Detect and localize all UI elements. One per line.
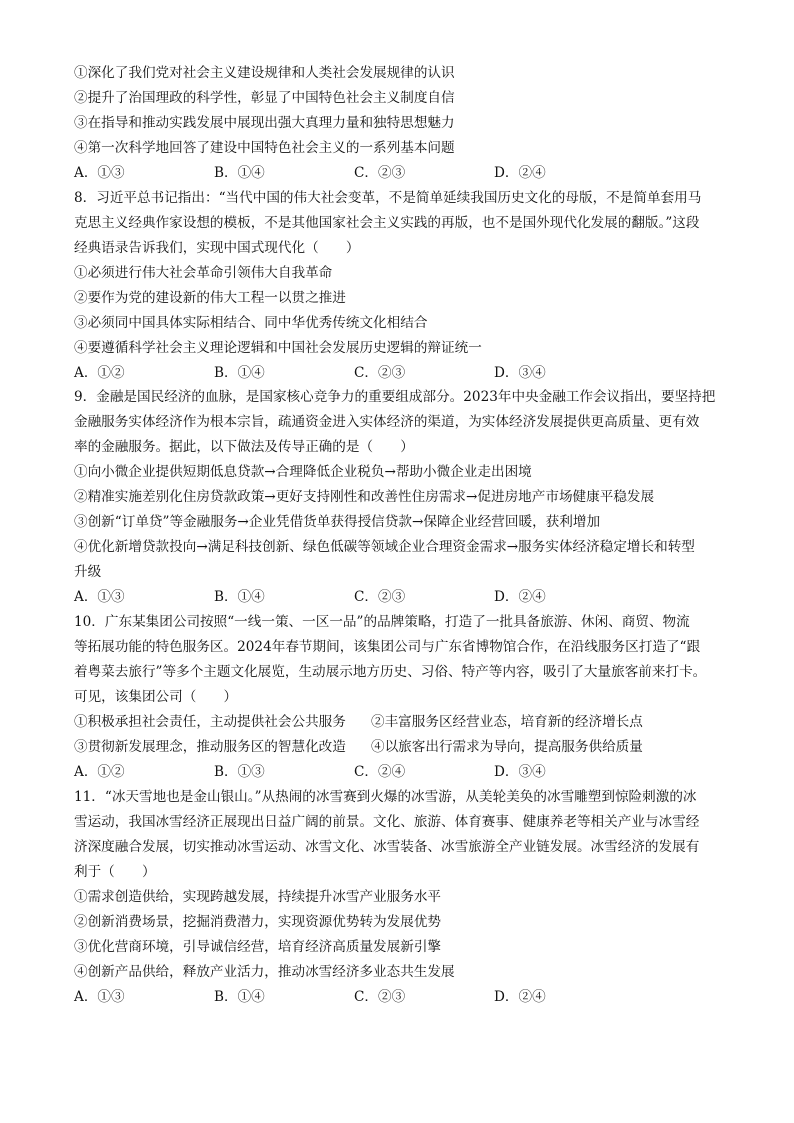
q11-item-1: ①需求创造供给，实现跨越发展，持续提升冰雪产业服务水平: [74, 889, 442, 905]
q11-option-a[interactable]: A．①③: [74, 989, 125, 1005]
q8-option-d[interactable]: D．③④: [494, 365, 546, 381]
q8-item-2: ②要作为党的建设新的伟大工程一以贯之推进: [74, 290, 346, 306]
q7-item-2: ②提升了治国理政的科学性，彰显了中国特色社会主义制度自信: [74, 90, 455, 106]
q11-item-3: ③优化营商环境，引导诚信经营，培育经济高质量发展新引擎: [74, 939, 442, 955]
q7-option-d[interactable]: D．②④: [494, 165, 546, 181]
q8-stem-line-1: 8．习近平总书记指出：“当代中国的伟大社会变革，不是简单延续我国历史文化的母版，不是简单套用马: [74, 190, 702, 206]
q11-stem-line-2: 雪运动，我国冰雪经济正展现出日益广阔的前景。文化、旅游、体育赛事、健康养老等相关产业与冰雪经: [74, 814, 700, 830]
q8-stem-line-3: 经典语录告诉我们，实现中国式现代化（ ）: [74, 240, 360, 256]
q9-options: [74, 586, 734, 608]
q9-item-1: ①向小微企业提供短期低息贷款→合理降低企业税负→帮助小微企业走出困境: [74, 464, 532, 480]
q8-item-3: ③必须同中国具体实际相结合、同中华优秀传统文化相结合: [74, 315, 428, 331]
q8-stem-line-2: 克思主义经典作家设想的模板，不是其他国家社会主义实践的再版，也不是国外现代化发展的翻版。”这段: [74, 215, 700, 231]
q8-option-b[interactable]: B．①④: [214, 365, 265, 381]
q9-item-4-cont: 升级: [74, 564, 102, 580]
q7-options: [74, 162, 734, 184]
q10-option-c[interactable]: C．②④: [354, 764, 406, 780]
q10-stem-line-1: 10．广东某集团公司按照“一线一策、一区一品”的品牌策略，打造了一批具备旅游、休闲、商贸、物流: [74, 614, 690, 630]
q8-option-c[interactable]: C．②③: [354, 365, 406, 381]
q7-item-1: ①深化了我们党对社会主义建设规律和人类社会发展规律的认识: [74, 65, 455, 81]
q10-items-row-1: [74, 711, 734, 733]
q9-item-4: ④优化新增贷款投向→满足科技创新、绿色低碳等领域企业合理资金需求→服务实体经济稳定增长和转型: [74, 539, 695, 555]
q9-stem-line-2: 金融服务实体经济作为根本宗旨，疏通资金进入实体经济的渠道，为实体经济发展提供更高质量、更有效: [74, 414, 700, 430]
q10-item-4: ④以旅客出行需求为导向，提高服务供给质量: [371, 739, 643, 755]
q7-option-b[interactable]: B．①④: [214, 165, 265, 181]
q11-stem-line-1: 11．“冰天雪地也是金山银山。”从热闹的冰雪赛到火爆的冰雪游，从美轮美奂的冰雪雕塑到惊险刺激的冰: [74, 789, 697, 805]
q10-stem-line-3: 着粤菜去旅行”等多个主题文化展览，生动展示地方历史、习俗、特产等内容，吸引了大量旅客前来打卡。: [74, 664, 707, 680]
q7-item-4: ④第一次科学地回答了建设中国特色社会主义的一系列基本问题: [74, 140, 455, 156]
q11-item-4: ④创新产品供给，释放产业活力，推动冰雪经济多业态共生发展: [74, 964, 455, 980]
q9-option-b[interactable]: B．①④: [214, 589, 265, 605]
q10-stem-line-4: 可见，该集团公司（ ）: [74, 689, 238, 705]
q7-item-3: ③在指导和推动实践发展中展现出强大真理力量和独特思想魅力: [74, 115, 455, 131]
q11-item-2: ②创新消费场景，挖掘消费潜力，实现资源优势转为发展优势: [74, 914, 442, 930]
q9-item-2: ②精准实施差别化住房贷款政策→更好支持刚性和改善性住房需求→促进房地产市场健康平稳发展: [74, 489, 655, 505]
q11-option-c[interactable]: C．②③: [354, 989, 406, 1005]
q10-options: [74, 761, 734, 783]
q8-option-a[interactable]: A．①②: [74, 365, 125, 381]
q10-items-row-2: [74, 736, 734, 758]
q10-option-a[interactable]: A．①②: [74, 764, 125, 780]
q8-item-4: ④要遵循科学社会主义理论逻辑和中国社会发展历史逻辑的辩证统一: [74, 340, 482, 356]
q10-item-1: ①积极承担社会责任，主动提供社会公共服务: [74, 714, 346, 730]
q9-option-a[interactable]: A．①③: [74, 589, 125, 605]
q11-option-d[interactable]: D．②④: [494, 989, 546, 1005]
q10-item-2: ②丰富服务区经营业态，培育新的经济增长点: [371, 714, 643, 730]
q11-stem-line-4: 利于（ ）: [74, 864, 156, 880]
q7-option-a[interactable]: A．①③: [74, 165, 125, 181]
q10-option-d[interactable]: D．③④: [494, 764, 546, 780]
q9-item-3: ③创新“订单贷”等金融服务→企业凭借货单获得授信贷款→保障企业经营回暖，获利增加: [74, 514, 601, 530]
q11-options: [74, 986, 734, 1008]
q10-item-3: ③贯彻新发展理念，推动服务区的智慧化改造: [74, 739, 346, 755]
q9-option-c[interactable]: C．②③: [354, 589, 406, 605]
q8-item-1: ①必须进行伟大社会革命引领伟大自我革命: [74, 265, 333, 281]
q8-options: [74, 362, 734, 384]
q10-option-b[interactable]: B．①③: [214, 764, 265, 780]
q11-stem-line-3: 济深度融合发展，切实推动冰雪运动、冰雪文化、冰雪装备、冰雪旅游全产业链发展。冰雪经济的发展有: [74, 839, 700, 855]
q7-option-c[interactable]: C．②③: [354, 165, 406, 181]
q9-option-d[interactable]: D．②④: [494, 589, 546, 605]
q9-stem-line-3: 率的金融服务。据此，以下做法及传导正确的是（ ）: [74, 439, 414, 455]
q9-stem-line-1: 9．金融是国民经济的血脉，是国家核心竞争力的重要组成部分。2023年中央金融工作会议指出，要坚持把: [74, 389, 716, 405]
q10-stem-line-2: 等拓展功能的特色服务区。2024年春节期间，该集团公司与广东省博物馆合作，在沿线服务区打造了“跟: [74, 639, 701, 655]
q11-option-b[interactable]: B．①④: [214, 989, 265, 1005]
